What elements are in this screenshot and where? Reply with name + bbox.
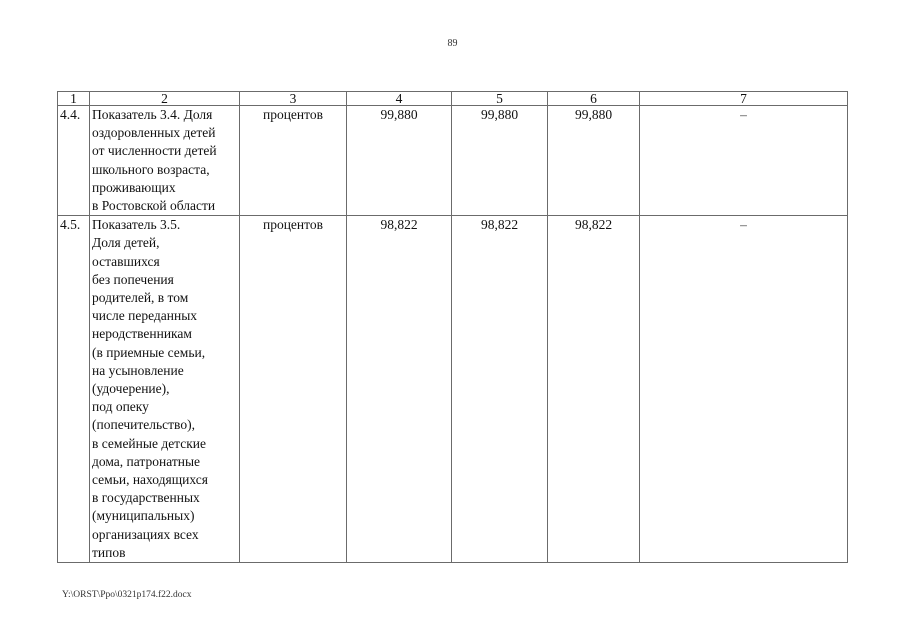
value-col5: 99,880	[452, 106, 548, 216]
indicator-name-line: в семейные детские	[92, 435, 207, 451]
indicator-name-line: Показатель 3.5.	[92, 217, 181, 233]
header-cell-2: 2	[90, 92, 240, 106]
header-cell-3: 3	[240, 92, 347, 106]
indicator-name-line: школьного возраста,	[92, 161, 210, 177]
indicator-name	[90, 106, 240, 216]
indicator-name-line: (попечительство),	[92, 417, 195, 433]
header-cell-5: 5	[452, 92, 548, 106]
indicator-table	[57, 91, 848, 563]
indicator-name-line: (удочерение),	[92, 381, 170, 397]
indicator-name-line: под опеку	[92, 399, 149, 415]
unit-cell: процентов	[240, 216, 347, 563]
indicator-name-line: типов	[92, 544, 126, 560]
indicator-name-line: организациях всех	[92, 526, 199, 542]
value-col6: 98,822	[548, 216, 640, 563]
indicator-name-line: оставшихся	[92, 253, 160, 269]
value-col5: 98,822	[452, 216, 548, 563]
indicator-name-line: на усыновление	[92, 362, 184, 378]
indicator-name	[90, 216, 240, 563]
indicator-name-line: Показатель 3.4. Доля	[92, 107, 213, 122]
value-col4: 98,822	[347, 216, 452, 563]
table-row	[58, 106, 848, 216]
header-row	[58, 92, 848, 106]
value-col4: 99,880	[347, 106, 452, 216]
indicator-name-line: в государственных	[92, 490, 200, 506]
indicator-name-line: проживающих	[92, 179, 176, 195]
header-cell-1: 1	[58, 92, 90, 106]
indicator-name-line: (муниципальных)	[92, 508, 195, 524]
indicator-name-line: числе переданных	[92, 308, 198, 324]
page-number: 89	[447, 38, 458, 49]
table-row	[58, 216, 848, 563]
row-number: 4.5.	[58, 216, 90, 563]
indicator-name-line: от численности детей	[92, 143, 217, 159]
col7-dash: –	[640, 216, 848, 563]
value-col6: 99,880	[548, 106, 640, 216]
indicator-name-line: неродственникам	[92, 326, 192, 342]
row-number: 4.4.	[58, 106, 90, 216]
header-cell-7: 7	[640, 92, 848, 106]
footer-file-path: Y:\ORST\Ppo\0321p174.f22.docx	[62, 590, 192, 600]
indicator-name-line: (в приемные семьи,	[92, 344, 206, 360]
indicator-name-line: родителей, в том	[92, 290, 189, 306]
unit-cell: процентов	[240, 106, 347, 216]
indicator-name-line: Доля детей,	[92, 235, 160, 251]
indicator-name-line: семьи, находящихся	[92, 472, 208, 488]
indicator-name-line: дома, патронатные	[92, 453, 201, 469]
col7-dash: –	[640, 106, 848, 216]
header-cell-6: 6	[548, 92, 640, 106]
header-cell-4: 4	[347, 92, 452, 106]
indicator-name-line: оздоровленных детей	[92, 125, 216, 141]
indicator-name-line: без попечения	[92, 271, 174, 287]
indicator-name-line: в Ростовской области	[92, 198, 216, 214]
